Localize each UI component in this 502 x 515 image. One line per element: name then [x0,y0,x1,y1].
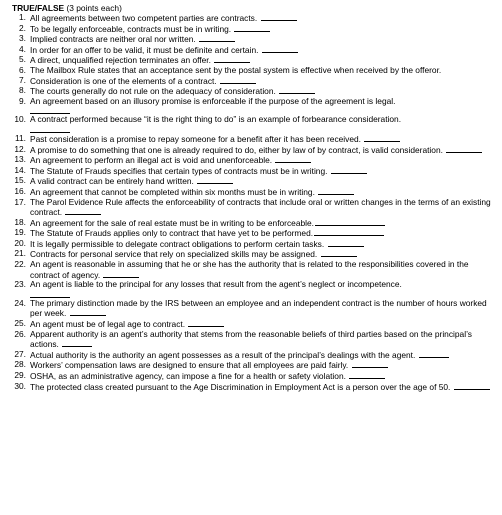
answer-blank[interactable] [454,382,490,390]
question-item [6,76,496,87]
question-number: 15. [14,175,26,186]
question-text: A valid contract can be entirely hand written. [30,176,194,187]
question-item [6,97,496,116]
answer-blank[interactable] [262,45,298,53]
section-title: TRUE/FALSE [12,3,65,13]
answer-blank[interactable] [30,106,70,114]
answer-blank[interactable] [30,290,70,298]
question-item [6,228,496,239]
question-number: 8. [19,85,26,96]
answer-blank[interactable] [328,239,364,247]
question-number: 13. [14,154,26,165]
question-number: 20. [14,237,26,248]
section-points: (3 points each) [66,3,122,13]
question-text: The Parol Evidence Rule affects the enforceability of contracts that include oral or written changes in the terms of an existing contract. [30,196,491,218]
question-text: All agreements between two competent parties are contracts. [30,13,258,23]
question-text: A direct, unqualified rejection terminates an offer. [30,55,211,66]
answer-blank[interactable] [315,218,385,226]
question-text: An agent must be of legal age to contract. [30,319,186,330]
answer-blank[interactable] [62,339,92,347]
question-number: 9. [19,95,26,106]
answer-blank[interactable] [30,125,70,133]
question-text: An agent is liable to the principal for any losses that result from the agent’s neglect or incompetence. [30,279,402,290]
answer-blank[interactable] [352,360,388,368]
question-text: It is legally permissible to delegate contract obligations to perform certain tasks. [30,238,325,249]
question-number: 3. [19,33,26,44]
question-number: 27. [14,348,26,359]
question-text: Past consideration is a promise to repay someone for a benefit after it has been received. [30,133,361,144]
question-number: 17. [14,196,26,207]
question-item [6,218,496,229]
question-number: 1. [19,12,26,22]
answer-blank[interactable] [275,155,311,163]
question-text: In order for an offer to be valid, it must be definite and certain. [30,44,259,55]
answer-blank[interactable] [419,350,449,358]
question-item [6,24,496,35]
question-number: 26. [14,328,26,339]
question-text: Consideration is one of the elements of a contract. [30,75,217,86]
question-number: 29. [14,370,26,380]
answer-blank[interactable] [234,24,270,32]
answer-blank[interactable] [279,86,315,94]
answer-blank[interactable] [314,228,384,236]
question-number: 18. [14,216,26,227]
question-text: Contracts for personal service that rely on specialized skills may be assigned. [30,249,318,260]
question-item [6,13,496,24]
question-number: 25. [14,318,26,329]
question-number: 30. [14,380,26,391]
answer-blank[interactable] [364,134,400,142]
question-text: The Mailbox Rule states that an acceptance sent by the postal system is effective when received by the offeror. [30,64,442,75]
question-item [6,155,496,166]
question-number: 23. [14,279,26,290]
answer-blank[interactable] [349,371,385,379]
question-text: Workers’ compensation laws are designed to ensure that all employees are paid fairly. [30,360,349,371]
question-text: A contract performed because “it is the right thing to do” is an example of forbearance consideration. [30,114,402,125]
question-item [6,280,496,299]
section-heading [12,3,496,13]
question-number: 12. [14,143,26,154]
answer-blank[interactable] [261,13,297,21]
answer-blank[interactable] [318,187,354,195]
question-number: 19. [14,227,26,238]
answer-blank[interactable] [70,308,106,316]
question-text: To be legally enforceable, contracts must be in writing. [30,23,232,34]
question-text: The protected class created pursuant to the Age Discrimination in Employment Act is a person over the age of 50. [30,381,451,392]
question-text: The courts generally do not rule on the adequacy of consideration. [30,86,276,97]
answer-blank[interactable] [65,207,101,215]
question-item [6,66,496,76]
question-number: 24. [14,297,26,308]
question-number: 2. [19,22,26,33]
question-text: A promise to do something that one is already required to do, either by law of by contract, is valid consideration. [30,144,443,155]
question-item [6,260,496,280]
question-text: The Statute of Frauds applies only to contract that have yet to be performed. [30,228,314,239]
answer-blank[interactable] [321,249,357,257]
question-text: Actual authority is the authority an agent possesses as a result of the principal’s dealings with the agent. [30,349,416,360]
question-text: Apparent authority is an agent’s authority that stems from the reasonable beliefs of third parties based on the principal’s actions. [30,328,472,350]
question-number: 10. [14,114,26,125]
answer-blank[interactable] [197,176,233,184]
question-item [6,330,496,350]
answer-blank[interactable] [446,145,482,153]
question-item [6,360,496,371]
answer-blank[interactable] [188,319,224,327]
question-item [6,299,496,319]
question-number: 7. [19,74,26,85]
question-item [6,176,496,187]
question-number: 5. [19,54,26,65]
answer-blank[interactable] [199,34,235,42]
question-list [6,13,496,392]
question-text: An agreement for the sale of real estate must be in writing to be enforceable. [30,217,314,228]
question-text: OSHA, as an administrative agency, can impose a fine for a health or safety violation. [30,371,346,381]
question-number: 14. [14,164,26,175]
question-item [6,134,496,145]
answer-blank[interactable] [220,76,256,84]
question-item [6,350,496,361]
question-text: An agreement based on an illusory promise is enforceable if the purpose of the agreement is legal. [30,95,396,106]
question-text: An agreement that cannot be completed within six months must be in writing. [30,186,315,197]
answer-blank[interactable] [214,55,250,63]
question-number: 16. [14,185,26,196]
question-item [6,45,496,56]
question-number: 22. [14,259,26,270]
question-number: 6. [19,64,26,75]
question-item [6,34,496,45]
question-item [6,145,496,156]
question-text: An agent is reasonable in assuming that he or she has the authority that is related to the responsibilities covered in the contract of agency. [30,259,469,280]
question-text: Implied contracts are neither oral nor written. [30,34,196,45]
question-number: 11. [14,132,26,143]
question-text: The Statute of Frauds specifies that certain types of contracts must be in writing. [30,165,328,176]
question-number: 4. [19,43,26,54]
question-item [6,166,496,177]
question-item [6,382,496,393]
answer-blank[interactable] [331,166,367,174]
question-item [6,115,496,134]
question-item [6,371,496,382]
answer-blank[interactable] [103,270,139,278]
question-text: An agreement to perform an illegal act is void and unenforceable. [30,155,273,166]
question-item [6,198,496,218]
question-number: 21. [14,248,26,259]
question-item [6,239,496,250]
question-text: The primary distinction made by the IRS between an employee and an independent contract is the number of hours worked per week. [30,297,487,319]
question-number: 28. [14,359,26,370]
